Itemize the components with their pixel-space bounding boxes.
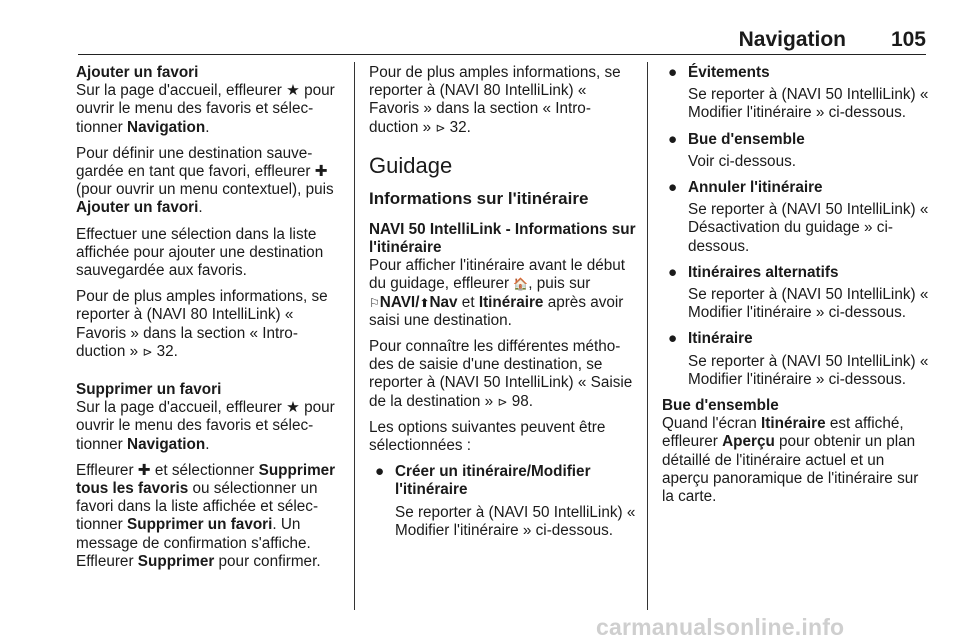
text: Nav <box>429 293 458 311</box>
paragraph <box>76 462 344 571</box>
overview-heading: Bue d'ensemble <box>662 397 779 415</box>
list-item-title: Bue d'ensemble <box>688 130 805 148</box>
paragraph <box>76 399 344 454</box>
text: Itinéraire <box>478 293 544 311</box>
list-item-text: Se reporter à (NAVI 50 IntelliLink) « Modifier l'itinéraire » ci-dessous. <box>688 286 929 322</box>
list-item <box>662 264 930 323</box>
list-item-text: Se reporter à (NAVI 50 IntelliLink) « Modifier l'itinéraire » ci-dessous. <box>688 352 929 388</box>
list-item <box>662 179 930 256</box>
text: après avoir saisi une destination. <box>369 293 624 329</box>
list-item <box>369 463 637 540</box>
list-item-title <box>395 463 637 499</box>
text: Supprimer un favori <box>127 516 273 534</box>
text: , puis sur <box>528 275 591 293</box>
section-title: Navigation <box>738 28 846 51</box>
text: est affiché, effleurer <box>662 415 904 451</box>
text: pour confirmer. <box>214 552 321 570</box>
spacer <box>76 369 344 381</box>
text: Itinéraire <box>761 415 826 433</box>
paragraph <box>662 415 930 506</box>
text: . Un message de confirmation s'affiche. Effleurer <box>76 516 311 570</box>
text: Sur la page d'accueil, effleurer ★ pour ouvrir le menu des favoris et sélec-tionner <box>76 399 335 453</box>
text: et sélectionner <box>150 461 259 479</box>
page-ref-icon: ⊳ <box>142 344 153 359</box>
watermark: carmanualsonline.info <box>596 614 845 640</box>
arrow-up-icon: ⬆ <box>419 295 430 310</box>
text: . <box>205 118 210 136</box>
text: Pour définir une destination sauve-gardée en tant que favori, effleurer <box>76 144 315 181</box>
text: Effleurer <box>76 461 138 479</box>
text: Supprimer tous les favoris <box>76 461 336 498</box>
text: Modifier l'itinéraire <box>395 463 591 499</box>
column-1 <box>76 64 344 579</box>
text: Aperçu <box>722 433 775 451</box>
list-item-title: Itinéraires alternatifs <box>688 263 839 281</box>
paragraph <box>369 64 637 137</box>
bullet: ● <box>668 179 678 197</box>
text: 32. <box>445 118 471 136</box>
list-item-title: Évitements <box>688 64 770 81</box>
text: et <box>457 293 479 311</box>
list-item <box>662 131 930 171</box>
paragraph: Effectuer une sélection dans la liste affichée pour ajouter une destination sauvegardée aux favoris. <box>76 225 324 280</box>
column-2 <box>369 64 637 548</box>
text: Pour afficher l'itinéraire avant le début du guidage, effleurer <box>369 257 626 293</box>
flag-icon: ⚐ <box>369 295 380 310</box>
bullet: ● <box>668 330 678 348</box>
text: Quand l'écran <box>662 415 762 433</box>
text: (pour ouvrir un menu contextuel), puis <box>76 181 334 199</box>
home-icon: 🏠 <box>513 277 529 292</box>
paragraph <box>76 145 344 218</box>
list-item-text: Se reporter à (NAVI 50 IntelliLink) « Modifier l'itinéraire » ci-dessous. <box>688 86 929 122</box>
add-favorite-heading: Ajouter un favori <box>76 64 199 81</box>
paragraph <box>369 338 637 411</box>
page-ref-icon: ⊳ <box>497 394 508 409</box>
list-item <box>662 64 930 123</box>
text: Pour de plus amples informations, se reporter à (NAVI 80 IntelliLink) « Favoris » dans la section « Intro-duction » <box>369 64 621 136</box>
page-header <box>78 26 926 55</box>
list-item-title: Itinéraire <box>688 330 753 348</box>
list-item-text: Se reporter à (NAVI 50 IntelliLink) « Modifier l'itinéraire » ci-dessous. <box>395 503 636 539</box>
plus-icon: ✚ <box>314 163 328 181</box>
bullet: ● <box>375 463 385 481</box>
subsection-heading: Informations sur l'itinéraire <box>369 188 589 208</box>
column-divider <box>647 62 648 610</box>
page-ref-icon: ⊳ <box>435 120 446 135</box>
text: Pour de plus amples informations, se reporter à (NAVI 80 IntelliLink) « Favoris » dans la section « Intro-duction » <box>76 288 328 360</box>
paragraph <box>76 288 344 361</box>
list-item <box>662 330 930 389</box>
column-3 <box>662 64 930 514</box>
list-item-text: Voir ci-dessous. <box>688 152 796 170</box>
text: Supprimer <box>137 552 215 570</box>
text: Ajouter un favori <box>76 199 199 217</box>
list-item-title: Annuler l'itinéraire <box>688 179 823 197</box>
navi50-heading: NAVI 50 IntelliLink - Informations sur l'itinéraire <box>369 220 636 257</box>
delete-favorite-heading: Supprimer un favori <box>76 381 222 399</box>
text: Créer un itinéraire <box>395 463 527 481</box>
paragraph <box>76 82 344 137</box>
text: / <box>415 293 420 311</box>
bullet: ● <box>668 64 678 81</box>
text: ou sélectionner un favori dans la liste affichée et sélec-tionner <box>76 480 319 534</box>
text: pour obtenir un plan détaillé de l'itinéraire actuel et un aperçu panoramique de l'itinéraire sur la carte. <box>662 433 919 506</box>
text: / <box>526 463 532 481</box>
column-divider <box>354 62 355 610</box>
bullet: ● <box>668 263 678 281</box>
text: NAVI <box>379 293 416 311</box>
text: Pour connaître les différentes métho-des de saisie d'une destination, se reporter à (NAVI 50 IntelliLink) « Saisie de la destination » <box>369 338 633 410</box>
text: Navigation <box>127 435 206 453</box>
page-number: 105 <box>890 28 926 51</box>
section-heading-guidage: Guidage <box>369 152 453 178</box>
text: 98. <box>507 392 533 410</box>
text: . <box>198 199 203 217</box>
text: Sur la page d'accueil, effleurer ★ pour ouvrir le menu des favoris et sélec-tionner <box>76 82 335 136</box>
text: . <box>205 435 210 453</box>
paragraph <box>369 257 637 330</box>
text: Navigation <box>127 118 206 136</box>
paragraph: Les options suivantes peuvent être sélectionnées : <box>369 418 606 455</box>
list-item-text: Se reporter à (NAVI 50 IntelliLink) « Désactivation du guidage » ci-dessous. <box>688 201 929 255</box>
plus-icon: ✚ <box>137 461 151 479</box>
text: 32. <box>152 342 178 360</box>
bullet: ● <box>668 130 678 148</box>
